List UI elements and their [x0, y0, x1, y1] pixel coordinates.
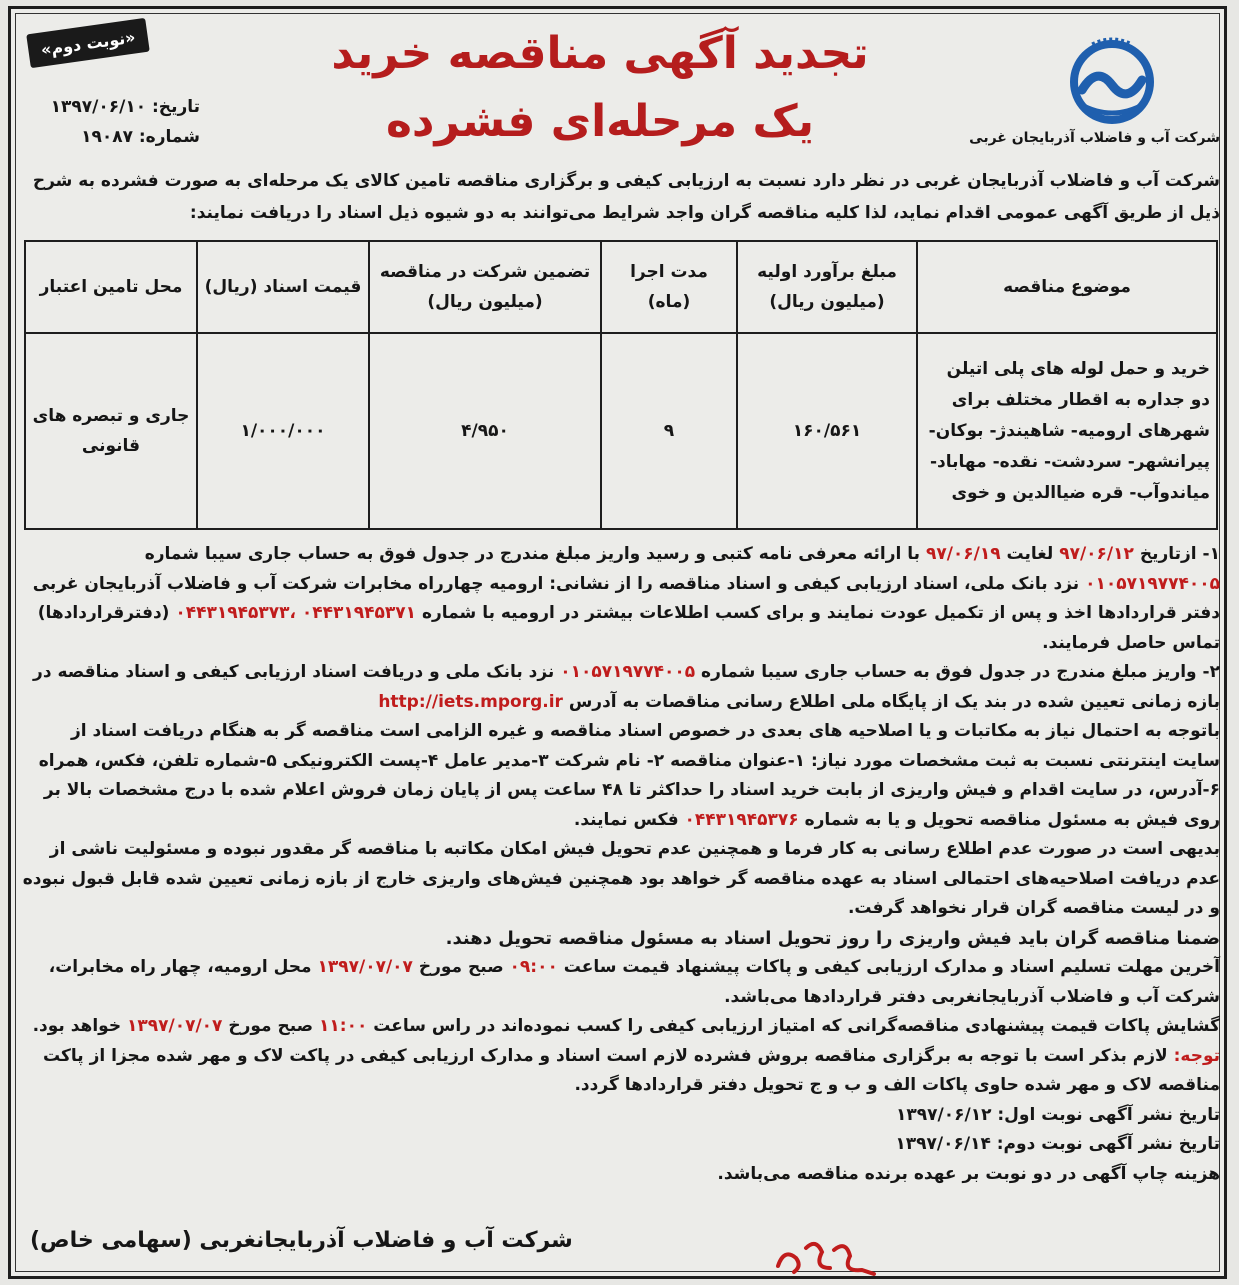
paragraph-5: ضمنا مناقصه گران باید فیش واریزی را روز تحویل اسناد به مسئول مناقصه تحویل دهند. — [445, 927, 1220, 949]
header-duration: مدت اجرا (ماه) — [601, 241, 737, 333]
note-label: توجه: — [1167, 1045, 1220, 1066]
printing-cost-note: هزینه چاپ آگهی در دو نوبت بر عهده برنده مناقصه می‌باشد. — [717, 1163, 1220, 1184]
page-title-line1: تجدید آگهی مناقصه خرید — [331, 28, 869, 79]
tender-table — [24, 240, 1218, 530]
page-title-line2: یک مرحله‌ای فشرده — [385, 96, 815, 147]
paragraph-2: ۲- واریز مبلغ مندرج در جدول فوق به حساب جاری سیبا شماره ۰۱۰۵۷۱۹۷۷۴۰۰۵ نزد بانک ملی و دریافت اسناد ارزیابی کیفی و اسناد مناقصه در بازه زمانی تعیین شده در بند یک از پایگاه ملی اطلاع رسانی مناقصات به آدرس http://iets.mporg.ir — [33, 662, 1220, 712]
paragraph-6: آخرین مهلت تسلیم اسناد و مدارک ارزیابی کیفی و پاکات پیشنهاد قیمت ساعت ۰۹:۰۰ صبح مورخ ۱۳۹۷/۰۷/۰۷ محل ارومیه، چهار راه مخابرات، شرکت آب و فاضلاب آذربایجانغربی دفتر قراردادها می‌باشد. — [48, 957, 1220, 1007]
publish-date-1: تاریخ نشر آگهی نوبت اول: ۱۳۹۷/۰۶/۱۲ — [896, 1104, 1220, 1125]
round-badge: «نوبت دوم» — [26, 18, 150, 68]
start-date: ۹۷/۰۶/۱۲ — [1059, 544, 1134, 564]
publish-date-2: تاریخ نشر آگهی نوبت دوم: ۱۳۹۷/۰۶/۱۴ — [895, 1134, 1220, 1154]
cell-duration: ۹ — [601, 333, 737, 529]
paragraph-3: باتوجه به احتمال نیاز به مکاتبات و یا اصلاحیه های بعدی در خصوص اسناد مناقصه و غیره الزامی است مناقصه گر به هنگام دریافت اسناد از سایت اینترنتی نسبت به ثبت مشخصات مورد نیاز: ۱-عنوان مناقصه ۲- نام شرکت ۳-مدیر عامل ۴-پست الکترونیکی ۵-شماره تلفن، فکس، همراه ۶-آدرس، در سایت اقدام و فیش واریزی از بابت خرید اسناد را حداکثر تا ۴۸ ساعت پس از پایان زمان فروش اعلام شده با درج مشخصات بالا بر روی فیش به مسئول مناقصه تحویل و یا به شماره ۰۴۴۳۱۹۴۵۳۷۶ فکس نمایند. — [38, 721, 1220, 830]
cell-guarantee: ۴/۹۵۰ — [369, 333, 601, 529]
header-subject: موضوع مناقصه — [917, 241, 1217, 333]
fax-number: ۰۴۴۳۱۹۴۵۳۷۶ — [684, 809, 799, 830]
cell-doc-price: ۱/۰۰۰/۰۰۰ — [197, 333, 369, 529]
date-number-block — [30, 92, 200, 152]
header-doc-price: قیمت اسناد (ریال) — [197, 241, 369, 333]
header-funding-source: محل تامین اعتبار — [25, 241, 197, 333]
end-date: ۹۷/۰۶/۱۹ — [925, 544, 1001, 564]
table-header-row — [25, 241, 1217, 333]
table-row — [25, 333, 1217, 529]
cell-funding-source: جاری و تبصره های قانونی — [25, 333, 197, 529]
cell-estimate: ۱۶۰/۵۶۱ — [737, 333, 917, 529]
water-company-logo-icon — [1052, 30, 1172, 130]
account-number: ۰۱۰۵۷۱۹۷۷۴۰۰۵ — [1085, 573, 1220, 594]
tender-portal-link[interactable]: http://iets.mporg.ir — [378, 691, 563, 712]
paragraph-4: بدیهی است در صورت عدم اطلاع رسانی به کار فرما و همچنین عدم تحویل فیش امکان مکاتبه با مناقصه گر مقدور نبوده و مسئولیت ناشی از عدم دریافت اصلاحیه‌های احتمالی اسناد به عهده مناقصه گر خواهد بود همچنین فیش‌های واریزی خارج از بازه زمانی تعیین شده قابل قبول نبوده و در لیست مناقصه گران قرار نخواهد گرفت. — [22, 839, 1220, 918]
footer-company-name: شرکت آب و فاضلاب آذربایجانغربی (سهامی خاص) — [30, 1228, 573, 1253]
note-paragraph: توجه: لازم بذکر است با توجه به برگزاری مناقصه بروش فشرده لازم است اسناد و مدارک ارزیابی کیفی در پاکت لاک و مهر شده مجزا از پاکت مناقصه لاک و مهر شده حاوی پاکات الف و ب و ج تحویل دفتر قراردادها گردد. — [43, 1045, 1220, 1095]
opening-time: ۱۱:۰۰ — [319, 1016, 368, 1036]
opening-date: ۱۳۹۷/۰۷/۰۷ — [126, 1016, 223, 1036]
number-label: شماره: ۱۹۰۸۷ — [81, 127, 200, 147]
submission-time: ۰۹:۰۰ — [509, 957, 558, 977]
contact-phones: ۰۴۴۳۱۹۴۵۳۷۱ ،۰۴۴۳۱۹۴۵۳۷۳ — [175, 603, 417, 623]
paragraph-1: ۱- ازتاریخ ۹۷/۰۶/۱۲ لغایت ۹۷/۰۶/۱۹ با ارائه معرفی نامه کتبی و رسید واریز مبلغ مندرج در جدول فوق به حساب جاری سیبا شماره ۰۱۰۵۷۱۹۷۷۴۰۰۵ نزد بانک ملی، اسناد ارزیابی کیفی و اسناد مناقصه را از نشانی: ارومیه چهارراه مخابرات شرکت آب و فاضلاب آذربایجان غربی دفتر قراردادها اخذ و پس از تکمیل عودت نمایند و برای کسب اطلاعات بیشتر در ارومیه با شماره ۰۴۴۳۱۹۴۵۳۷۱ ،۰۴۴۳۱۹۴۵۳۷۳ (دفترقراردادها) تماس حاصل فرمایند. — [32, 544, 1220, 653]
account-number-2: ۰۱۰۵۷۱۹۷۷۴۰۰۵ — [560, 662, 696, 682]
conditions-body — [22, 540, 1220, 1189]
paragraph-7: گشایش پاکات قیمت پیشنهادی مناقصه‌گرانی که امتیاز ارزیابی کیفی را کسب نموده‌اند در راس ساعت ۱۱:۰۰ صبح مورخ ۱۳۹۷/۰۷/۰۷ خواهد بود. — [32, 1016, 1220, 1036]
company-name-small: شرکت آب و فاضلاب آذربایجان غربی — [969, 130, 1220, 146]
date-label: تاریخ: ۱۳۹۷/۰۶/۱۰ — [50, 97, 200, 117]
cell-subject: خرید و حمل لوله های پلی اتیلن دو جداره به اقطار مختلف برای شهرهای ارومیه- شاهیندژ- بوکان- پیرانشهر- سردشت- نقده- مهاباد- میاندوآب- قره ضیاالدین و خوی — [917, 333, 1217, 529]
submission-date: ۱۳۹۷/۰۷/۰۷ — [317, 957, 413, 977]
handwritten-number-signature-icon — [770, 1228, 880, 1278]
header-estimate: مبلغ برآورد اولیه (میلیون ریال) — [737, 241, 917, 333]
intro-paragraph: شرکت آب و فاضلاب آذربایجان غربی در نظر دارد نسبت به ارزیابی کیفی و برگزاری مناقصه تامین کالای یک مرحله‌ای به صورت فشرده به شرح ذیل از طریق آگهی عمومی اقدام نماید، لذا کلیه مناقصه گران واجد شرایط می‌توانند به دو شیوه ذیل اسناد را دریافت نمایند: — [32, 171, 1220, 223]
header-guarantee: تضمین شرکت در مناقصه (میلیون ریال) — [369, 241, 601, 333]
